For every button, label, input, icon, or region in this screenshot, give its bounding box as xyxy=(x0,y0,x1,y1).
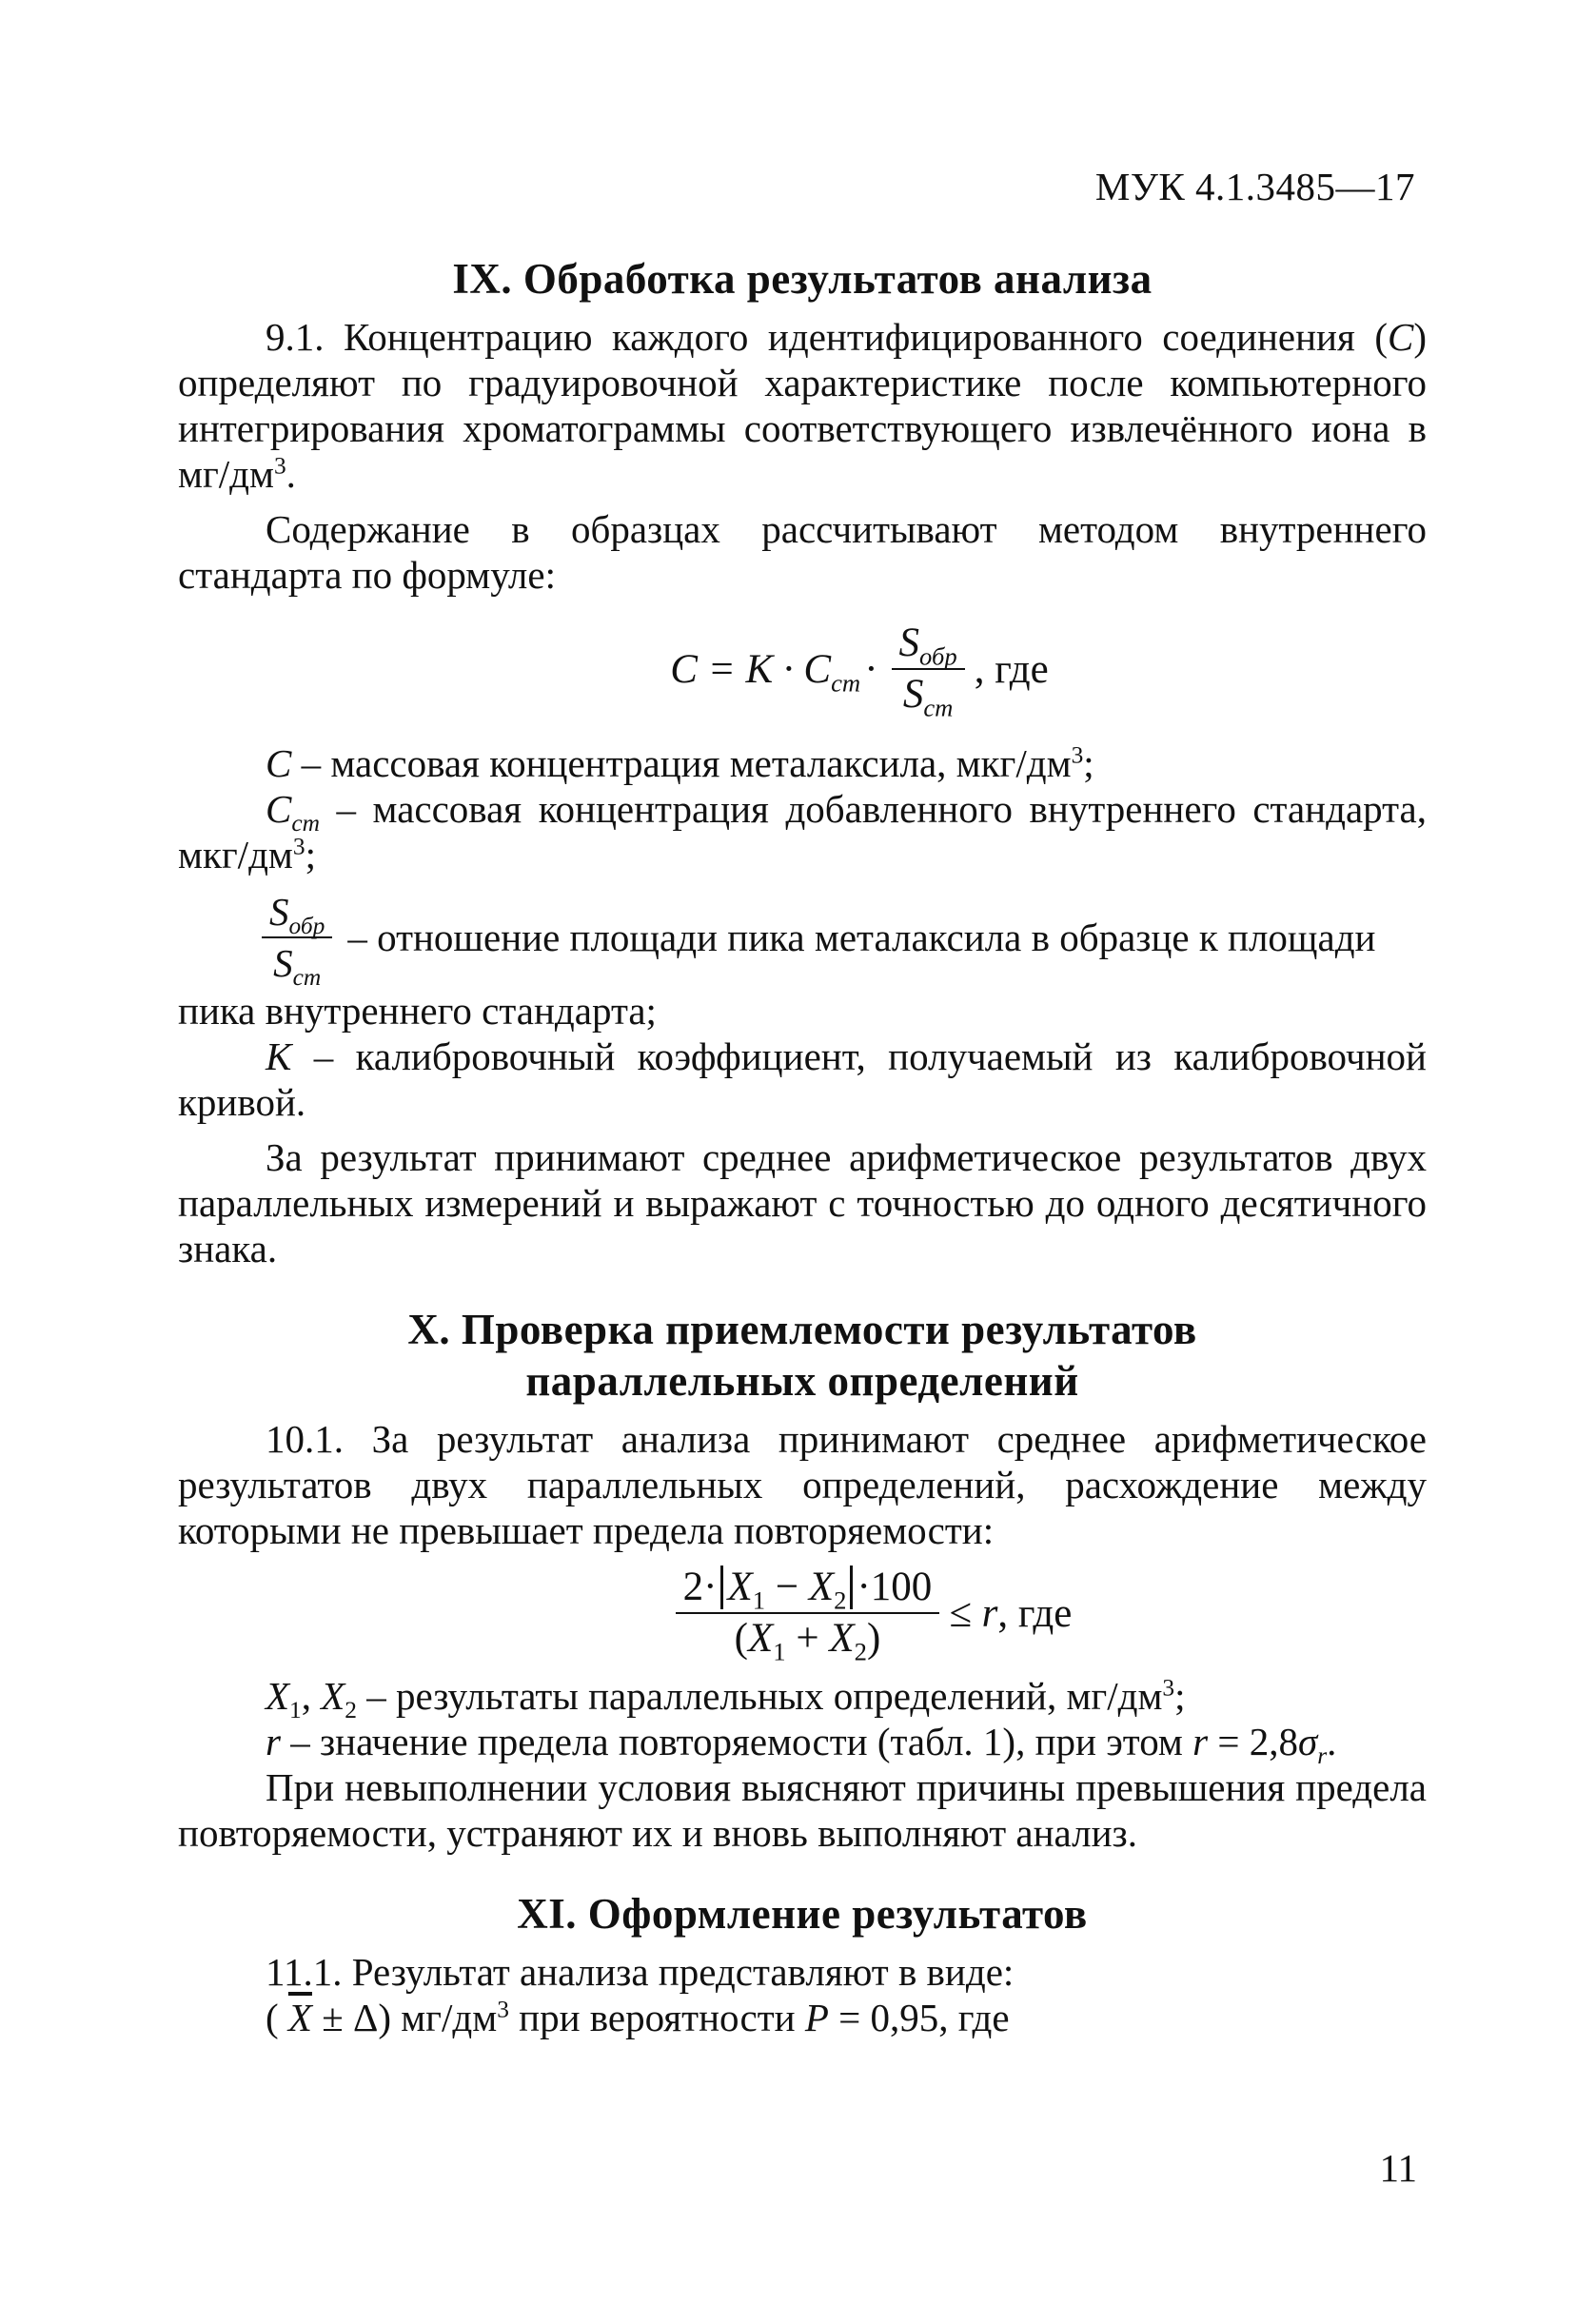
section-10-title-line-1: X. Проверка приемлемости результатов xyxy=(407,1306,1197,1353)
page-content xyxy=(178,253,1427,2040)
page-number: 11 xyxy=(1379,2146,1417,2190)
section-11-title: XI. Оформление результатов xyxy=(517,1890,1088,1938)
section-11-paragraph-2: ( $\overline{X} \pm \Delta$) $мг/дм^3$ при вероятности P = 0,95, где xyxy=(266,1996,1010,2039)
definition-ratio: $\frac{S_{обр}}{S_{cm}}$ – отношение площади пика металаксила в образце к площади xyxy=(178,887,1427,988)
definition-ratio-continued: пика внутреннего стандарта; xyxy=(178,989,657,1033)
definition-k: K – калибровочный коэффициент, получаемый из калибровочной кривой. xyxy=(178,1034,1427,1124)
definition-c: C – массовая концентрация металаксила, мкг/$дм^3$; xyxy=(266,741,1094,785)
definition-c-standard: $C_{cm}$ – массовая концентрация добавленного внутреннего стандарта, мкг/$дм^3$; xyxy=(178,787,1427,876)
section-11-paragraph-1: 11.1. Результат анализа представляют в виде: xyxy=(266,1950,1015,1994)
definition-r: r – значение предела повторяемости (табл. 1), при этом $r = 2,8\sigma_r$. xyxy=(266,1720,1337,1770)
section-9-paragraph-1: 9.1. Концентрацию каждого идентифицированного соединения (C) определяют по градуировочной характеристике после компьютерного интегрирования хроматограммы соответствующего извлечённого иона в $мг/дм^3$. xyxy=(178,315,1427,496)
repeatability-formula: $\frac{2\cdot X_1 - X_2 \cdot 100}{(X_1 + X_2)}$ ≤ r , где xyxy=(178,1563,1427,1664)
section-10-paragraph-2: При невыполнении условия выясняют причины превышения предела повторяемости, устраняют их и вновь выполняют анализ. xyxy=(178,1765,1427,1855)
concentration-formula: $C = K \cdot C_{cm}$ · $\frac{S_{обр}}{S_{cm}}$ , где xyxy=(670,620,1049,722)
section-9-paragraph-3: За результат принимают среднее арифметическое результатов двух параллельных измерений и выражают с точностью до одного десятичного знака. xyxy=(178,1135,1427,1270)
section-9-paragraph-2: Содержание в образцах рассчитывают методом внутреннего стандарта по формуле: xyxy=(178,507,1427,597)
document-code: МУК 4.1.3485—17 xyxy=(1094,165,1415,208)
section-10-paragraph-1: 10.1. За результат анализа принимают среднее арифметическое результатов двух параллельных определений, расхождение между которыми не превышает предела повторяемости: xyxy=(178,1417,1427,1552)
section-10-title-line-2: параллельных определений xyxy=(525,1357,1079,1405)
definition-x: $X_1$, $X_2$ – результаты параллельных определений, $мг/дм^3$; xyxy=(266,1674,1186,1724)
section-9-title: IX. Обработка результатов анализа xyxy=(452,255,1153,303)
